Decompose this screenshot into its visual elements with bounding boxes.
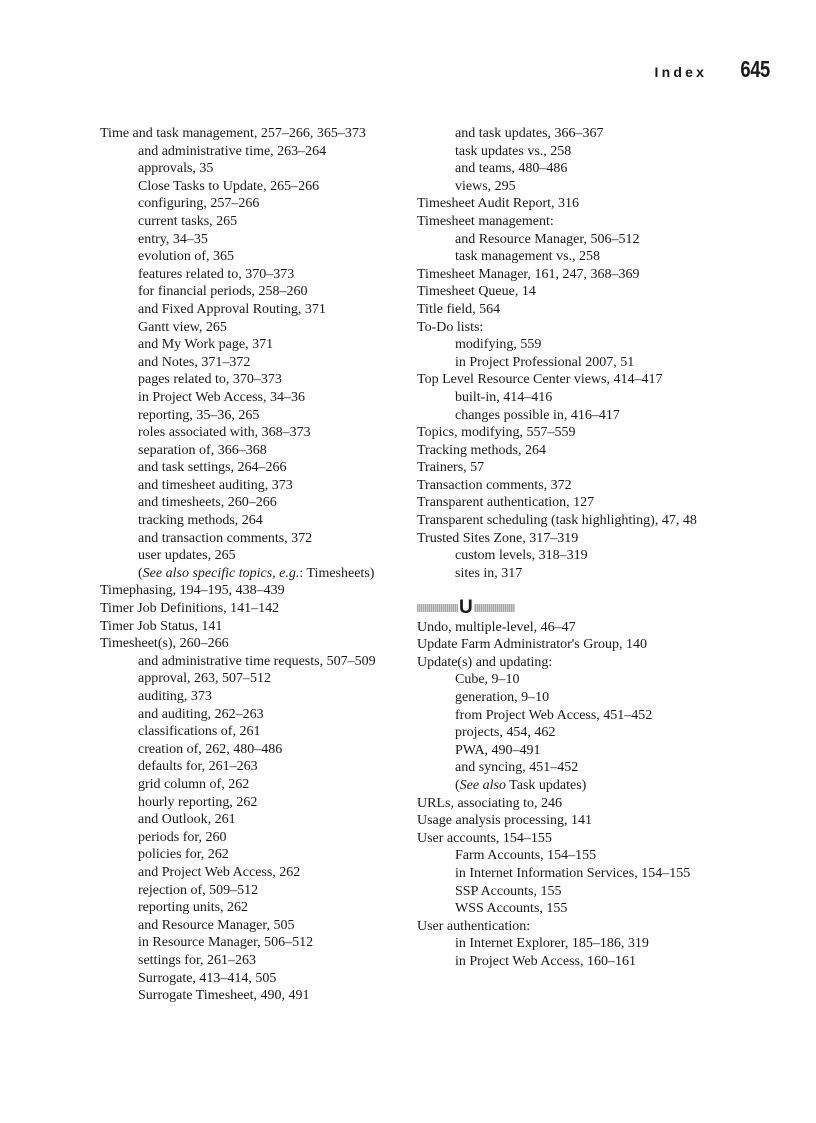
index-subentry: reporting units, 262 [138,900,249,916]
index-subentry: hourly reporting, 262 [138,794,258,810]
index-subentry: custom levels, 318–319 [455,548,588,564]
index-entry: Tracking methods, 264 [417,442,546,458]
index-subentry: and My Work page, 371 [138,337,274,353]
index-subentry: and Fixed Approval Routing, 371 [138,301,326,317]
index-entry: Usage analysis processing, 141 [417,813,592,829]
index-subentry: and syncing, 451–452 [455,760,579,776]
index-subentry: and timesheets, 260–266 [138,495,277,511]
index-subentry: and Resource Manager, 505 [138,917,295,933]
index-subentry: and Project Web Access, 262 [138,864,301,880]
entry-text-suffix: Task updates) [505,777,587,793]
index-subentry: approvals, 35 [138,161,214,177]
index-entry-list-right-top [417,125,763,582]
entry-text-italic: See also specific topics, e.g. [142,565,300,581]
index-subentry: features related to, 370–373 [138,266,295,282]
index-entry: Transparent authentication, 127 [417,495,595,511]
index-subentry [417,777,763,795]
index-subentry: in Project Web Access, 160–161 [455,953,636,969]
index-subentry: current tasks, 265 [138,213,238,229]
index-subentry [100,565,416,583]
header-label: Index [654,64,708,80]
index-entry: To-Do lists: [417,319,484,335]
index-entry: Timer Job Definitions, 141–142 [100,601,280,617]
index-subentry: periods for, 260 [138,829,227,845]
index-entry: User accounts, 154–155 [417,830,552,846]
index-subentry: and auditing, 262–263 [138,706,264,722]
index-entry: Time and task management, 257–266, 365–373 [100,126,366,141]
index-subentry: settings for, 261–263 [138,952,257,968]
index-entry: User authentication: [417,918,531,934]
index-entry: Timesheet management: [417,213,554,229]
entry-text-italic: See also [459,777,506,793]
entry-text-prefix: ( [455,777,460,793]
index-subentry: from Project Web Access, 451–452 [455,707,653,723]
index-subentry: in Resource Manager, 506–512 [138,935,314,951]
index-entry: Topics, modifying, 557–559 [417,425,576,441]
index-entry: Timesheet Audit Report, 316 [417,196,580,212]
index-subentry: rejection of, 509–512 [138,882,259,898]
index-subentry: reporting, 35–36, 265 [138,407,260,423]
index-subentry: and Notes, 371–372 [138,354,251,370]
index-subentry: in Project Web Access, 34–36 [138,389,305,405]
index-subentry: Close Tasks to Update, 265–266 [138,178,320,194]
index-entry: Trainers, 57 [417,460,485,476]
index-subentry: and Resource Manager, 506–512 [455,231,640,247]
index-entry-list-left [100,125,416,1005]
index-entry: Trusted Sites Zone, 317–319 [417,530,579,546]
index-subentry: and task updates, 366–367 [455,126,604,141]
index-subentry: evolution of, 365 [138,249,235,265]
index-subentry: Surrogate Timesheet, 490, 491 [138,988,310,1004]
index-subentry: entry, 34–35 [138,231,208,247]
index-subentry: and administrative time requests, 507–509 [138,653,376,669]
index-entry: Timesheet Manager, 161, 247, 368–369 [417,266,640,282]
index-entry: Title field, 564 [417,301,501,317]
index-entry: Timesheet(s), 260–266 [100,636,229,652]
index-subentry: roles associated with, 368–373 [138,425,311,441]
index-subentry: approval, 263, 507–512 [138,671,271,687]
index-entry: Timer Job Status, 141 [100,618,223,634]
index-subentry: auditing, 373 [138,689,212,704]
index-entry: Timephasing, 194–195, 438–439 [100,583,285,599]
entry-text-prefix: ( [138,565,143,581]
index-subentry: and transaction comments, 372 [138,530,313,546]
index-subentry: and timesheet auditing, 373 [138,477,293,493]
index-subentry: Gantt view, 265 [138,319,227,335]
index-subentry: in Internet Explorer, 185–186, 319 [455,936,649,952]
index-subentry: task updates vs., 258 [455,143,572,159]
index-subentry: for financial periods, 258–260 [138,284,308,300]
index-entry: Timesheet Queue, 14 [417,284,536,300]
index-subentry: Cube, 9–10 [455,672,520,688]
index-column-left [100,125,416,1005]
index-subentry: and teams, 480–486 [455,161,568,177]
index-subentry: built-in, 414–416 [455,389,553,405]
index-entry: Transaction comments, 372 [417,477,572,493]
index-entry: Update(s) and updating: [417,654,553,670]
index-subentry: Farm Accounts, 154–155 [455,848,597,864]
index-subentry: defaults for, 261–263 [138,759,258,775]
index-subentry: and task settings, 264–266 [138,460,287,476]
index-subentry: classifications of, 261 [138,724,261,740]
index-subentry: sites in, 317 [455,565,523,581]
index-column-right [417,125,763,971]
index-subentry: creation of, 262, 480–486 [138,741,283,757]
index-subentry: grid column of, 262 [138,776,250,792]
index-subentry: policies for, 262 [138,847,229,863]
section-letter: U [459,597,473,619]
index-entry-list-right-bottom [417,619,763,971]
running-header [655,56,770,83]
index-subentry: projects, 454, 462 [455,725,556,741]
index-entry: Transparent scheduling (task highlighting), 47, 48 [417,513,697,529]
index-subentry: Surrogate, 413–414, 505 [138,970,277,986]
index-subentry: configuring, 257–266 [138,196,260,212]
index-entry: Update Farm Administrator's Group, 140 [417,637,647,653]
page-number: 645 [740,56,770,82]
index-subentry: separation of, 366–368 [138,442,267,458]
index-subentry: PWA, 490–491 [455,742,541,758]
index-subentry: pages related to, 370–373 [138,372,282,388]
index-entry: Undo, multiple-level, 46–47 [417,619,576,635]
index-subentry: changes possible in, 416–417 [455,407,620,423]
index-subentry: user updates, 265 [138,548,236,564]
index-entry: URLs, associating to, 246 [417,795,563,811]
index-subentry: and Outlook, 261 [138,812,236,828]
section-divider-u [417,597,763,619]
index-subentry: tracking methods, 264 [138,513,263,529]
index-subentry: and administrative time, 263–264 [138,143,327,159]
index-subentry: modifying, 559 [455,337,542,353]
index-subentry: in Project Professional 2007, 51 [455,354,635,370]
index-subentry: SSP Accounts, 155 [455,883,562,899]
index-subentry: WSS Accounts, 155 [455,901,568,917]
index-subentry: in Internet Information Services, 154–155 [455,865,691,881]
index-subentry: generation, 9–10 [455,690,550,705]
entry-text-suffix: : Timesheets) [299,565,375,581]
index-subentry: task management vs., 258 [455,249,601,265]
index-entry: Top Level Resource Center views, 414–417 [417,372,663,388]
index-subentry: views, 295 [455,178,516,194]
